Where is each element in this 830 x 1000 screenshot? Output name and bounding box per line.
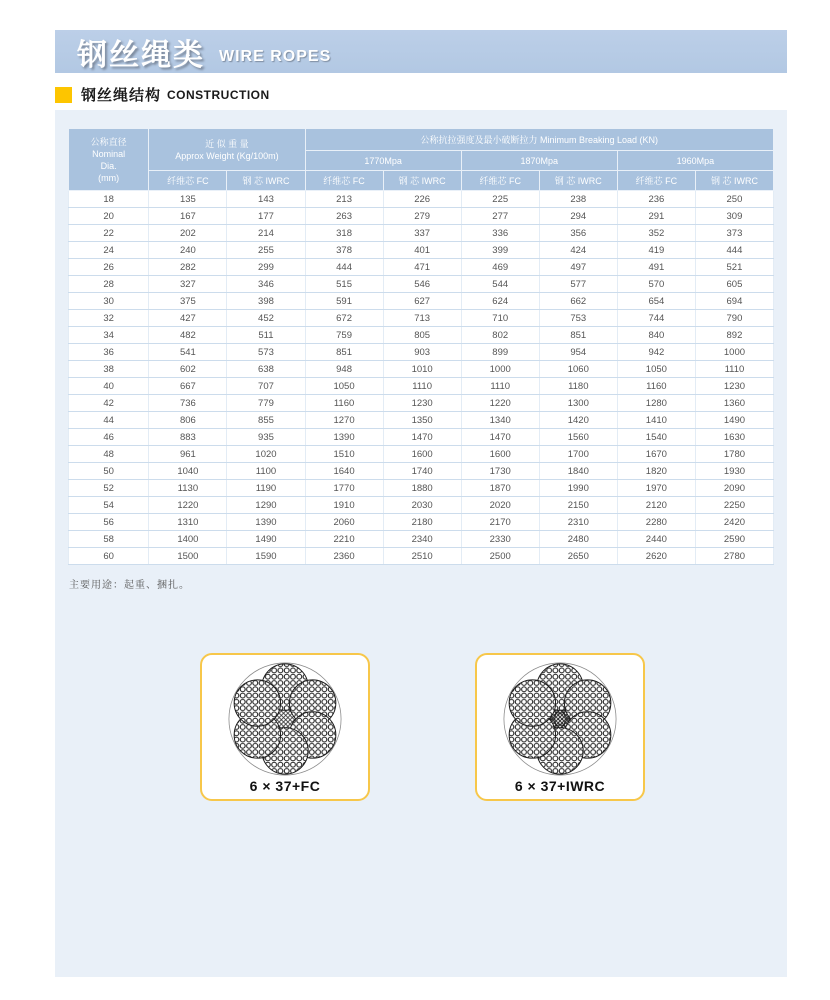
cell-dia: 42: [69, 395, 149, 412]
cell-g1-fc: 851: [305, 344, 383, 361]
cell-g2-iwrc: 2650: [539, 548, 617, 565]
cell-weight-fc: 1130: [149, 480, 227, 497]
table-row: [69, 327, 774, 344]
cell-weight-iwrc: 299: [227, 259, 305, 276]
cell-weight-fc: 806: [149, 412, 227, 429]
table-row: [69, 395, 774, 412]
cell-g1-iwrc: 903: [383, 344, 461, 361]
cell-weight-iwrc: 1020: [227, 446, 305, 463]
cell-g2-fc: 2170: [461, 514, 539, 531]
table-header: [69, 129, 774, 191]
cell-weight-iwrc: 1390: [227, 514, 305, 531]
cell-g3-fc: 1820: [617, 463, 695, 480]
cell-g1-iwrc: 401: [383, 242, 461, 259]
cell-weight-fc: 736: [149, 395, 227, 412]
cell-g3-iwrc: 1110: [695, 361, 773, 378]
cell-g1-iwrc: 1010: [383, 361, 461, 378]
cell-g2-iwrc: 954: [539, 344, 617, 361]
cell-dia: 28: [69, 276, 149, 293]
cell-g2-iwrc: 1560: [539, 429, 617, 446]
figure-label-iwrc: 6 × 37+IWRC: [514, 778, 606, 794]
cell-g2-fc: 2020: [461, 497, 539, 514]
cell-g3-iwrc: 521: [695, 259, 773, 276]
table-row: [69, 361, 774, 378]
rope-figure-fc: [200, 653, 370, 801]
cell-g1-fc: 2360: [305, 548, 383, 565]
cell-g2-iwrc: 753: [539, 310, 617, 327]
cell-g2-iwrc: 1060: [539, 361, 617, 378]
page-title-en: WIRE ROPES: [219, 47, 332, 65]
cell-g3-iwrc: 1780: [695, 446, 773, 463]
cell-dia: 54: [69, 497, 149, 514]
cell-g3-iwrc: 373: [695, 225, 773, 242]
usage-note: 主要用途：起重、捆扎。: [69, 580, 190, 591]
cell-g2-iwrc: 1990: [539, 480, 617, 497]
cell-g2-fc: 469: [461, 259, 539, 276]
cell-g2-iwrc: 1700: [539, 446, 617, 463]
header-weight-iwrc: 钢 芯 IWRC: [227, 171, 305, 191]
cell-g2-iwrc: 2480: [539, 531, 617, 548]
cell-weight-iwrc: 1290: [227, 497, 305, 514]
header-g3-iwrc: 钢 芯 IWRC: [695, 171, 773, 191]
table-row: [69, 378, 774, 395]
cell-g1-iwrc: 226: [383, 191, 461, 208]
cell-g1-fc: 1270: [305, 412, 383, 429]
cell-g1-fc: 591: [305, 293, 383, 310]
cell-g1-fc: 263: [305, 208, 383, 225]
cell-g1-iwrc: 1230: [383, 395, 461, 412]
cell-weight-fc: 883: [149, 429, 227, 446]
cell-g1-iwrc: 2340: [383, 531, 461, 548]
cell-dia: 48: [69, 446, 149, 463]
cell-g1-iwrc: 2180: [383, 514, 461, 531]
cell-g3-iwrc: 1490: [695, 412, 773, 429]
header-grade-3: 1960Mpa: [617, 151, 773, 171]
cell-g2-fc: 336: [461, 225, 539, 242]
section-heading: [55, 84, 270, 105]
table-row: [69, 463, 774, 480]
cell-g1-fc: 672: [305, 310, 383, 327]
cell-g3-fc: 1970: [617, 480, 695, 497]
table-row: [69, 225, 774, 242]
cell-g1-fc: 1910: [305, 497, 383, 514]
cell-g3-fc: 1670: [617, 446, 695, 463]
cell-g3-fc: 942: [617, 344, 695, 361]
cell-g3-iwrc: 892: [695, 327, 773, 344]
cell-weight-iwrc: 398: [227, 293, 305, 310]
cell-g3-iwrc: 1930: [695, 463, 773, 480]
header-approx-weight: [149, 129, 305, 171]
cell-g2-fc: 1870: [461, 480, 539, 497]
cell-g1-fc: 1640: [305, 463, 383, 480]
cell-weight-iwrc: 935: [227, 429, 305, 446]
cell-dia: 58: [69, 531, 149, 548]
rope-figure-iwrc: [475, 653, 645, 801]
cell-g3-iwrc: 1000: [695, 344, 773, 361]
header-dia-zh: 公称直径: [90, 136, 127, 147]
cell-g1-iwrc: 1740: [383, 463, 461, 480]
cell-g3-iwrc: 444: [695, 242, 773, 259]
cell-dia: 26: [69, 259, 149, 276]
specification-table: [68, 128, 774, 565]
cell-g1-fc: 444: [305, 259, 383, 276]
cell-g2-fc: 1110: [461, 378, 539, 395]
cell-weight-fc: 1400: [149, 531, 227, 548]
cell-g3-iwrc: 605: [695, 276, 773, 293]
header-g3-fc: 纤维芯 FC: [617, 171, 695, 191]
table-row: [69, 480, 774, 497]
cell-g1-iwrc: 2030: [383, 497, 461, 514]
cell-dia: 30: [69, 293, 149, 310]
cell-weight-iwrc: 143: [227, 191, 305, 208]
cell-g2-iwrc: 1180: [539, 378, 617, 395]
cell-weight-fc: 375: [149, 293, 227, 310]
cell-weight-fc: 240: [149, 242, 227, 259]
header-dia-en1: Nominal: [92, 148, 126, 159]
table-row: [69, 276, 774, 293]
cell-dia: 50: [69, 463, 149, 480]
cell-g2-iwrc: 2310: [539, 514, 617, 531]
cell-g1-iwrc: 337: [383, 225, 461, 242]
page-title-zh: 钢丝绳类: [77, 38, 205, 72]
cell-g1-fc: 1160: [305, 395, 383, 412]
cell-g3-iwrc: 694: [695, 293, 773, 310]
cell-g1-iwrc: 1600: [383, 446, 461, 463]
cell-g2-fc: 899: [461, 344, 539, 361]
cell-weight-fc: 541: [149, 344, 227, 361]
header-dia-unit: (mm): [98, 172, 120, 183]
cell-g1-iwrc: 1350: [383, 412, 461, 429]
table-row: [69, 497, 774, 514]
table-row: [69, 242, 774, 259]
cell-g3-iwrc: 250: [695, 191, 773, 208]
cell-g2-iwrc: 238: [539, 191, 617, 208]
cell-g3-iwrc: 2090: [695, 480, 773, 497]
cell-g3-fc: 570: [617, 276, 695, 293]
cell-dia: 56: [69, 514, 149, 531]
cell-g2-fc: 2330: [461, 531, 539, 548]
cell-dia: 20: [69, 208, 149, 225]
header-nominal-dia: [69, 129, 149, 191]
cell-g1-fc: 1770: [305, 480, 383, 497]
table-row: [69, 514, 774, 531]
cell-g2-iwrc: 577: [539, 276, 617, 293]
cell-weight-iwrc: 346: [227, 276, 305, 293]
table-row: [69, 344, 774, 361]
cell-weight-iwrc: 177: [227, 208, 305, 225]
rope-cross-section-fc-image: [227, 661, 343, 777]
cell-g2-fc: 2500: [461, 548, 539, 565]
cell-g2-fc: 624: [461, 293, 539, 310]
table-row: [69, 531, 774, 548]
cell-g1-fc: 378: [305, 242, 383, 259]
cell-weight-fc: 602: [149, 361, 227, 378]
table-row: [69, 446, 774, 463]
cell-dia: 24: [69, 242, 149, 259]
header-g1-fc: 纤维芯 FC: [305, 171, 383, 191]
table-row: [69, 191, 774, 208]
header-grade-2: 1870Mpa: [461, 151, 617, 171]
cell-g3-iwrc: 1360: [695, 395, 773, 412]
cell-g3-fc: 1050: [617, 361, 695, 378]
cell-g3-iwrc: 2590: [695, 531, 773, 548]
cell-weight-fc: 1220: [149, 497, 227, 514]
cell-weight-iwrc: 511: [227, 327, 305, 344]
cell-weight-iwrc: 1100: [227, 463, 305, 480]
cell-g3-fc: 2620: [617, 548, 695, 565]
cell-g3-iwrc: 2780: [695, 548, 773, 565]
cell-g3-fc: 2440: [617, 531, 695, 548]
cell-weight-fc: 961: [149, 446, 227, 463]
cell-weight-iwrc: 779: [227, 395, 305, 412]
cell-g1-iwrc: 627: [383, 293, 461, 310]
section-title-en: CONSTRUCTION: [167, 87, 270, 102]
cell-g1-fc: 1050: [305, 378, 383, 395]
cell-dia: 52: [69, 480, 149, 497]
cell-g3-iwrc: 2420: [695, 514, 773, 531]
cell-g3-fc: 291: [617, 208, 695, 225]
cell-g1-fc: 318: [305, 225, 383, 242]
cell-weight-iwrc: 707: [227, 378, 305, 395]
cell-dia: 40: [69, 378, 149, 395]
cell-weight-fc: 1500: [149, 548, 227, 565]
cell-g3-fc: 1410: [617, 412, 695, 429]
cell-weight-fc: 1040: [149, 463, 227, 480]
cell-g2-iwrc: 851: [539, 327, 617, 344]
cell-g1-fc: 1510: [305, 446, 383, 463]
cell-weight-fc: 202: [149, 225, 227, 242]
cell-g2-iwrc: 1300: [539, 395, 617, 412]
cell-weight-fc: 282: [149, 259, 227, 276]
figure-label-fc: 6 × 37+FC: [249, 778, 321, 794]
cell-weight-iwrc: 855: [227, 412, 305, 429]
cell-g1-fc: 2060: [305, 514, 383, 531]
table-row: [69, 259, 774, 276]
cell-dia: 18: [69, 191, 149, 208]
cell-g3-fc: 1160: [617, 378, 695, 395]
cell-g2-iwrc: 497: [539, 259, 617, 276]
cell-g1-iwrc: 1110: [383, 378, 461, 395]
cell-g1-iwrc: 713: [383, 310, 461, 327]
cell-weight-fc: 167: [149, 208, 227, 225]
rope-cross-section-iwrc-image: [502, 661, 618, 777]
cell-weight-iwrc: 1490: [227, 531, 305, 548]
cell-dia: 44: [69, 412, 149, 429]
cell-dia: 36: [69, 344, 149, 361]
cell-weight-fc: 327: [149, 276, 227, 293]
cell-dia: 60: [69, 548, 149, 565]
cell-g2-iwrc: 1420: [539, 412, 617, 429]
cell-g1-iwrc: 2510: [383, 548, 461, 565]
cell-g3-iwrc: 1630: [695, 429, 773, 446]
header-weight-fc: 纤维芯 FC: [149, 171, 227, 191]
cell-g1-fc: 948: [305, 361, 383, 378]
cell-g2-fc: 1600: [461, 446, 539, 463]
header-g2-iwrc: 钢 芯 IWRC: [539, 171, 617, 191]
cell-dia: 22: [69, 225, 149, 242]
header-breaking-load: 公称抗拉强度及最小破断拉力 Minimum Breaking Load (KN): [305, 129, 773, 151]
cell-weight-fc: 427: [149, 310, 227, 327]
cell-g2-fc: 225: [461, 191, 539, 208]
header-weight-en: Approx Weight (Kg/100m): [175, 150, 279, 161]
cell-g2-fc: 802: [461, 327, 539, 344]
cell-g1-fc: 2210: [305, 531, 383, 548]
cell-g3-fc: 236: [617, 191, 695, 208]
cell-g3-fc: 654: [617, 293, 695, 310]
cell-dia: 32: [69, 310, 149, 327]
content-panel: [55, 110, 787, 977]
cell-weight-fc: 1310: [149, 514, 227, 531]
cell-weight-iwrc: 214: [227, 225, 305, 242]
cell-g2-fc: 710: [461, 310, 539, 327]
cell-g1-iwrc: 546: [383, 276, 461, 293]
table-row: [69, 208, 774, 225]
cell-g1-fc: 213: [305, 191, 383, 208]
cell-weight-iwrc: 573: [227, 344, 305, 361]
table-row: [69, 412, 774, 429]
table-row: [69, 548, 774, 565]
cell-g3-fc: 352: [617, 225, 695, 242]
cell-g3-fc: 2280: [617, 514, 695, 531]
cell-weight-iwrc: 638: [227, 361, 305, 378]
cell-g1-fc: 759: [305, 327, 383, 344]
cell-g1-iwrc: 805: [383, 327, 461, 344]
cell-g3-iwrc: 2250: [695, 497, 773, 514]
cell-g1-iwrc: 471: [383, 259, 461, 276]
cell-g2-fc: 1730: [461, 463, 539, 480]
cell-g2-fc: 399: [461, 242, 539, 259]
cell-g3-iwrc: 790: [695, 310, 773, 327]
cell-weight-fc: 135: [149, 191, 227, 208]
cell-g1-iwrc: 279: [383, 208, 461, 225]
cell-dia: 34: [69, 327, 149, 344]
cell-g1-fc: 1390: [305, 429, 383, 446]
cell-g3-iwrc: 1230: [695, 378, 773, 395]
header-g1-iwrc: 钢 芯 IWRC: [383, 171, 461, 191]
cell-g1-iwrc: 1470: [383, 429, 461, 446]
table-row: [69, 429, 774, 446]
cell-g2-fc: 544: [461, 276, 539, 293]
cell-g3-iwrc: 309: [695, 208, 773, 225]
header-g2-fc: 纤维芯 FC: [461, 171, 539, 191]
cell-g2-fc: 1470: [461, 429, 539, 446]
cell-g2-iwrc: 356: [539, 225, 617, 242]
cell-g3-fc: 1280: [617, 395, 695, 412]
table-row: [69, 310, 774, 327]
cell-g3-fc: 2120: [617, 497, 695, 514]
cell-g3-fc: 840: [617, 327, 695, 344]
cell-g2-fc: 277: [461, 208, 539, 225]
cell-g3-fc: 1540: [617, 429, 695, 446]
table-body: [69, 191, 774, 565]
table-row: [69, 293, 774, 310]
section-title-zh: 钢丝绳结构: [81, 87, 162, 104]
cell-g2-fc: 1340: [461, 412, 539, 429]
cell-weight-iwrc: 255: [227, 242, 305, 259]
cell-g2-iwrc: 294: [539, 208, 617, 225]
cell-dia: 46: [69, 429, 149, 446]
header-weight-zh: 近 似 重 量: [205, 138, 249, 149]
header-grade-1: 1770Mpa: [305, 151, 461, 171]
cell-g3-fc: 744: [617, 310, 695, 327]
cell-g3-fc: 491: [617, 259, 695, 276]
cell-weight-iwrc: 452: [227, 310, 305, 327]
yellow-square-bullet-icon: [55, 87, 72, 103]
cell-g3-fc: 419: [617, 242, 695, 259]
page-banner: [55, 30, 787, 73]
cell-g2-iwrc: 662: [539, 293, 617, 310]
cell-g2-fc: 1220: [461, 395, 539, 412]
cell-dia: 38: [69, 361, 149, 378]
cell-weight-fc: 482: [149, 327, 227, 344]
cell-g2-fc: 1000: [461, 361, 539, 378]
cell-g2-iwrc: 1840: [539, 463, 617, 480]
header-dia-en2: Dia.: [100, 160, 117, 171]
cell-g2-iwrc: 2150: [539, 497, 617, 514]
cell-g2-iwrc: 424: [539, 242, 617, 259]
cell-weight-iwrc: 1190: [227, 480, 305, 497]
cell-weight-fc: 667: [149, 378, 227, 395]
cell-g1-iwrc: 1880: [383, 480, 461, 497]
cell-g1-fc: 515: [305, 276, 383, 293]
cell-weight-iwrc: 1590: [227, 548, 305, 565]
